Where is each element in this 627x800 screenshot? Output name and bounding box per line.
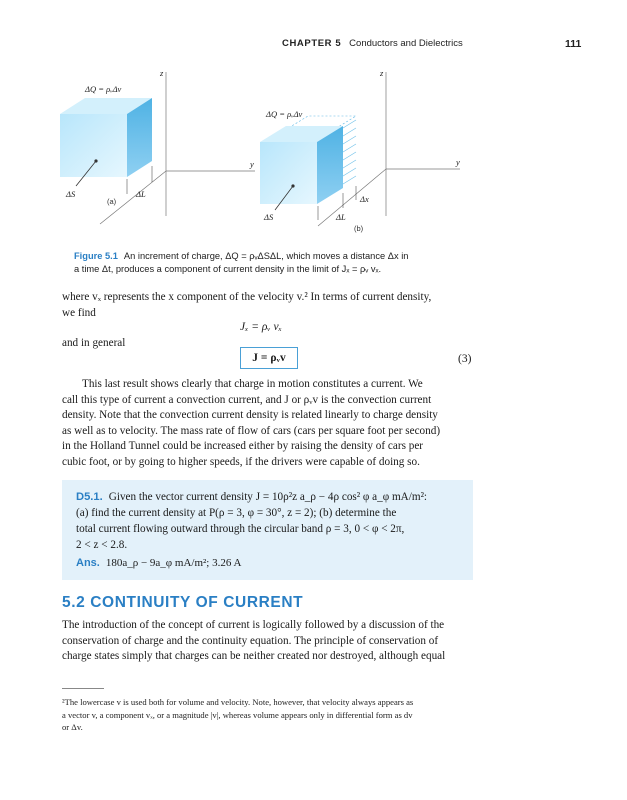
drill-line-4: 2 < z < 2.8. (76, 539, 128, 551)
paragraph-2: and in general (62, 337, 126, 349)
p3-line-2: call this type of current a convection current, and J or ρᵥv is the convection current (62, 393, 432, 406)
drill-problem-box (62, 480, 473, 580)
equation-jx: Jₓ = ρᵥ vₓ (240, 321, 282, 333)
arrow-dot-a (94, 159, 97, 162)
footnote (62, 696, 475, 734)
z-label-a: z (160, 68, 164, 78)
p1-line-1: where vₓ represents the x component of the velocity v.² In terms of current density, (62, 291, 432, 303)
drill-text (76, 489, 464, 553)
answer-text: 180a_ρ − 9a_φ mA/m²; 3.26 A (105, 557, 242, 569)
p3-line-4: as well as to velocity. The mass rate of flow of cars (cars per square foot per second) (62, 424, 441, 437)
page-number: 111 (565, 38, 582, 50)
cube-front-b (260, 142, 317, 204)
chapter-label: CHAPTER 5 (282, 38, 342, 49)
s-line-2: conservation of charge and the continuity equation. The principle of conservation of (62, 634, 439, 647)
footnote-line-2: a vector v, a component vₓ, or a magnitude |v|, whereas volume appears only in differential form as dv (62, 709, 413, 720)
delta-s-label-a: ΔS (66, 189, 76, 199)
p3-line-5: in the Holland Tunnel could be increased either by raising the density of cars per (62, 440, 424, 452)
z-label-b: z (380, 68, 384, 78)
subfigure-label-a: (a) (107, 197, 117, 206)
delta-x-label-b: Δx (360, 194, 369, 204)
figure-caption (74, 250, 479, 275)
figure-number: Figure 5.1 (74, 251, 118, 261)
figure-panel-b (260, 68, 460, 233)
caption-line-2: a time Δt, produces a component of current density in the limit of Jₓ = ρᵥ vₓ. (74, 263, 382, 274)
answer-label: Ans. (76, 557, 100, 569)
delta-l-label-b: ΔL (336, 212, 346, 222)
equation-j: J = ρᵥv (252, 352, 286, 364)
footnote-line-3: or Δv. (62, 722, 83, 732)
drill-line-2: (a) find the current density at P(ρ = 3, φ = 30°, z = 2); (b) determine the (76, 507, 397, 519)
p3-line-3: density. Note that the convection current density is related linearly to charge density (62, 409, 438, 421)
subfigure-label-b: (b) (354, 224, 364, 233)
footnote-line-1: ²The lowercase v is used both for volume and velocity. Note, however, that velocity always appears as (62, 697, 414, 707)
s-line-1: The introduction of the concept of current is logically followed by a discussion of the (62, 619, 445, 631)
drill-answer (76, 557, 241, 569)
drill-id: D5.1. (76, 491, 103, 503)
p3-line-1: This last result shows clearly that charge in motion constitutes a current. We (82, 378, 423, 390)
chapter-title: Conductors and Dielectrics (349, 38, 463, 49)
charge-label-b: ΔQ = ρᵥΔv (266, 109, 303, 119)
arrow-dot-b (291, 184, 294, 187)
footnote-rule (62, 688, 104, 689)
drill-line-3: total current flowing outward through the circular band ρ = 3, 0 < φ < 2π, (76, 523, 405, 535)
drill-line-1: Given the vector current density J = 10ρ²z a_ρ − 4ρ cos² φ a_φ mA/m²: (108, 491, 428, 503)
delta-s-label-b: ΔS (264, 212, 274, 222)
boxed-equation (240, 347, 298, 369)
paragraph-1 (62, 290, 475, 321)
running-header (282, 38, 463, 49)
paragraph-3 (62, 377, 475, 470)
figure-5-1 (60, 66, 480, 241)
charge-label-a: ΔQ = ρᵥΔv (85, 84, 122, 94)
section-paragraph (62, 618, 475, 665)
caption-line-1: An increment of charge, ΔQ = ρᵥΔSΔL, which moves a distance Δx in (123, 251, 409, 261)
s-line-3: charge states simply that charges can be neither created nor destroyed, although equal (62, 650, 446, 662)
y-label-b: y (456, 157, 460, 167)
p3-line-6: cubic foot, or by going to higher speeds, if the drivers were capable of doing so. (62, 455, 420, 468)
delta-l-label-a: ΔL (136, 189, 146, 199)
p1-line-2: we find (62, 306, 96, 319)
section-title: 5.2 CONTINUITY OF CURRENT (62, 594, 304, 611)
equation-number: (3) (458, 353, 472, 365)
cube-front-a (60, 114, 127, 177)
figure-panel-a (60, 68, 255, 224)
y-label-a: y (250, 159, 254, 169)
